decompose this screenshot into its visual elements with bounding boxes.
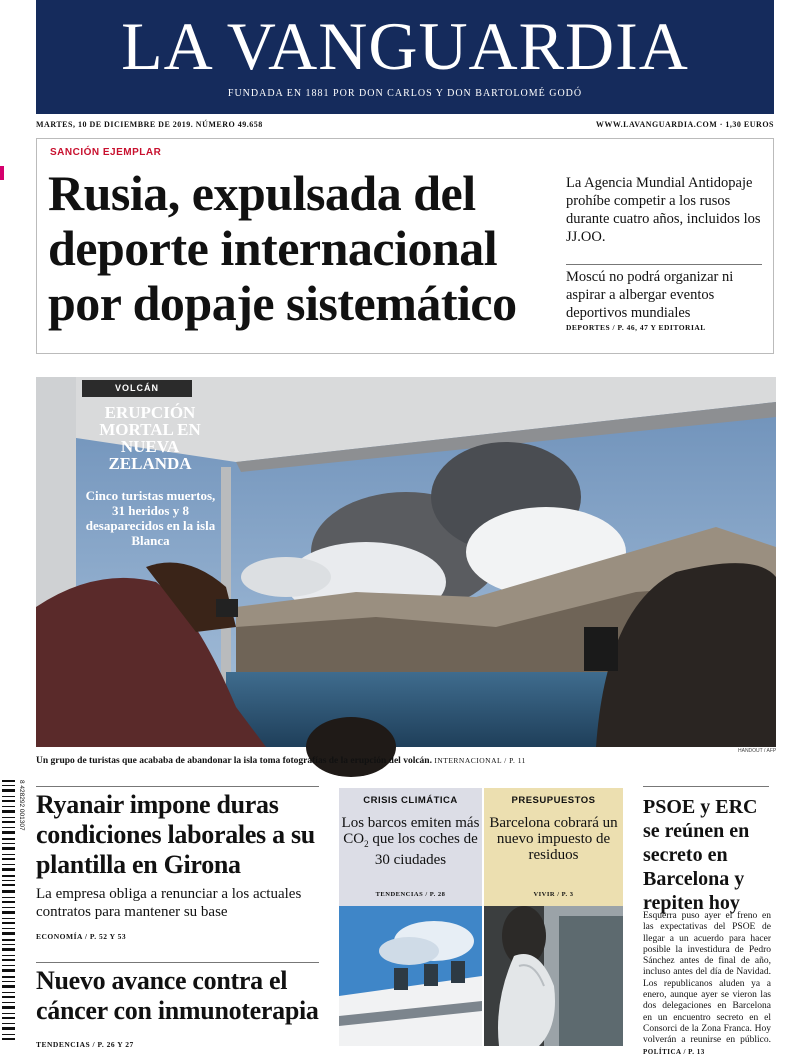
budget-kicker: PRESUPUESTOS [511,795,596,806]
caption-text: Un grupo de turistas que acababa de abandonar la isla toma fotografías de la erupción del volcán. [36,756,432,766]
lead-side-summary-1: La Agencia Mundial Antidopaje prohíbe competir a los rusos durante cuatro años, incluidos los JJ.OO. [566,175,761,245]
divider [36,962,319,963]
lead-headline[interactable]: Rusia, expulsada del deporte internacional por dopaje sistemático [48,165,517,331]
climate-crisis-kicker: CRISIS CLIMÁTICA [363,795,458,806]
ryanair-section-reference: ECONOMÍA / P. 52 Y 53 [36,932,127,941]
budget-teaser[interactable]: Barcelona cobrará un nuevo impuesto de residuos [489,815,618,863]
budget-reference: VIVIR / P. 3 [533,891,574,898]
cancer-section-reference: TENDENCIAS / P. 26 Y 27 [36,1040,134,1049]
photo-section-tag: VOLCÁN [82,380,192,397]
newspaper-founding-line: FUNDADA EN 1881 POR DON CARLOS Y DON BARTOLOMÉ GODÓ [227,88,583,99]
psoe-erc-reference: POLÍTICA / P. 13 [643,1047,705,1056]
photo-headline[interactable]: ERUPCIÓN MORTAL EN NUEVA ZELANDA [99,403,201,473]
website-price: WWW.LAVANGUARDIA.COM · 1,30 EUROS [595,120,774,129]
barcode-digits: 8 428292 001307 [18,780,25,831]
teaser-text: que los coches de 30 ciudades [368,831,478,868]
teaser-text: Los barcos emiten más CO [341,815,480,847]
lead-section-reference: DEPORTES / P. 46, 47 Y EDITORIAL [566,323,706,332]
divider [36,786,319,787]
photo-credit: HANDOUT / AFP [738,748,777,754]
climate-crisis-reference: TENDENCIAS / P. 28 [375,891,446,898]
edge-marker [0,166,4,180]
divider [566,264,762,265]
lead-kicker: SANCIÓN EJEMPLAR [50,147,162,158]
psoe-erc-headline[interactable]: PSOE y ERC se reúnen en secreto en Barcelona y repiten hoy [643,796,758,914]
waste-bag-photo [484,906,623,1046]
dateline: MARTES, 10 DE DICIEMBRE DE 2019. NÚMERO 49.658 [36,120,263,129]
caption-reference: INTERNACIONAL / P. 11 [434,756,526,765]
masthead [36,0,774,114]
psoe-erc-body [643,911,771,1058]
ryanair-headline[interactable]: Ryanair impone duras condiciones laborales a su plantilla en Girona [36,790,315,879]
cancer-headline[interactable]: Nuevo avance contra el cáncer con inmunoterapia [36,966,319,1025]
photo-subhead: Cinco turistas muertos, 31 heridos y 8 desaparecidos en la isla Blanca [85,488,216,548]
climate-crisis-teaser[interactable] [339,815,482,868]
photo-caption [36,756,526,766]
newspaper-title: LA VANGUARDIA [121,8,689,84]
teaser-subscript: 2 [364,839,369,849]
article-body-text: Esquerra puso ayer el freno en las expectativas del PSOE de llegar a un acuerdo para hacer posible la investidura de Pedro Sánchez antes de final de año, incluso antes del día de Navidad. Los republicanos aluden ya a enero, aunque ayer se vieron las dos delegaciones en Barcelona en un encuentro secreto en el Consorci de la Zona Franca. Hoy volverán a reunirse en público. [643,911,771,1046]
barcode [0,776,25,1046]
divider [643,786,769,787]
cruise-ship-photo [339,906,482,1046]
lead-side-summary-2: Moscú no podrá organizar ni aspirar a albergar eventos deportivos mundiales [566,269,734,321]
ryanair-subhead: La empresa obliga a renunciar a los actuales contratos para mantener su base [36,886,302,920]
